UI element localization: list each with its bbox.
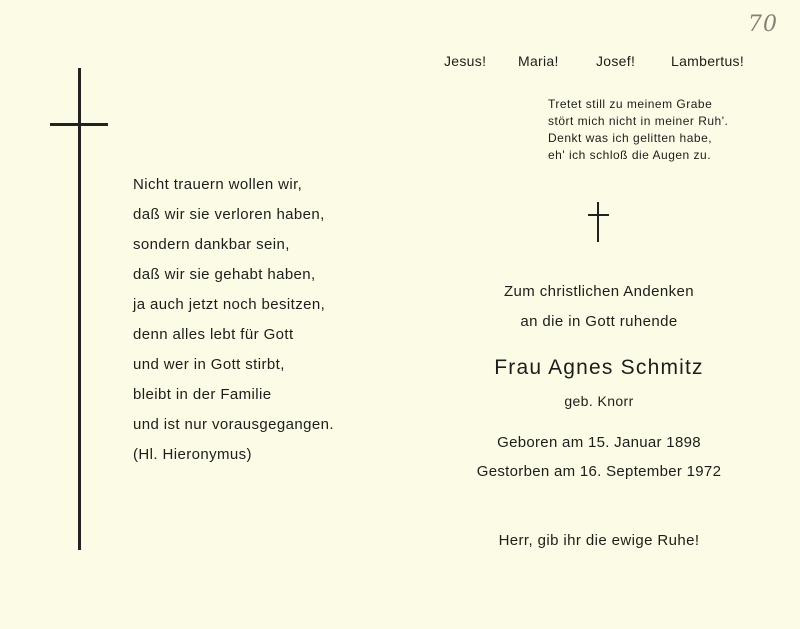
poem-line: denn alles lebt für Gott bbox=[133, 326, 294, 343]
birth-date: Geboren am 15. Januar 1898 bbox=[497, 434, 701, 451]
large-cross-icon bbox=[50, 68, 110, 550]
verse-line: Tretet still zu meinem Grabe bbox=[548, 97, 713, 111]
poem-line: sondern dankbar sein, bbox=[133, 236, 290, 253]
poem-line: und ist nur vorausgegangen. bbox=[133, 416, 334, 433]
poem-attribution: (Hl. Hieronymus) bbox=[133, 446, 252, 463]
verse-line: eh' ich schloß die Augen zu. bbox=[548, 148, 712, 162]
poem-line: Nicht trauern wollen wir, bbox=[133, 176, 303, 193]
poem-line: daß wir sie verloren haben, bbox=[133, 206, 325, 223]
small-cross-vertical-bar bbox=[597, 202, 599, 242]
grave-verse bbox=[548, 96, 756, 164]
small-cross-horizontal-bar bbox=[588, 214, 609, 216]
maiden-name: geb. Knorr bbox=[564, 393, 634, 409]
pencil-annotation: 70 bbox=[748, 12, 778, 37]
large-cross-horizontal-bar bbox=[50, 123, 108, 126]
header-name-lambertus: Lambertus! bbox=[671, 53, 745, 69]
poem-line: daß wir sie gehabt haben, bbox=[133, 266, 316, 283]
poem-line: und wer in Gott stirbt, bbox=[133, 356, 285, 373]
closing-prayer: Herr, gib ihr die ewige Ruhe! bbox=[498, 532, 700, 549]
poem-line: bleibt in der Familie bbox=[133, 386, 272, 403]
large-cross-vertical-bar bbox=[78, 68, 81, 550]
deceased-name: Frau Agnes Schmitz bbox=[494, 356, 704, 379]
memorial-intro-line1: Zum christlichen Andenken bbox=[503, 283, 695, 300]
poem-line: ja auch jetzt noch besitzen, bbox=[133, 296, 326, 313]
header-name-maria: Maria! bbox=[518, 53, 559, 69]
verse-line: stört mich nicht in meiner Ruh'. bbox=[548, 114, 729, 128]
header-name-josef: Josef! bbox=[596, 53, 636, 69]
small-cross-icon bbox=[588, 202, 610, 242]
header-name-jesus: Jesus! bbox=[444, 53, 487, 69]
memorial-intro-line2: an die in Gott ruhende bbox=[520, 313, 678, 330]
verse-line: Denkt was ich gelitten habe, bbox=[548, 131, 713, 145]
death-date: Gestorben am 16. September 1972 bbox=[476, 463, 722, 480]
poem bbox=[133, 170, 334, 470]
